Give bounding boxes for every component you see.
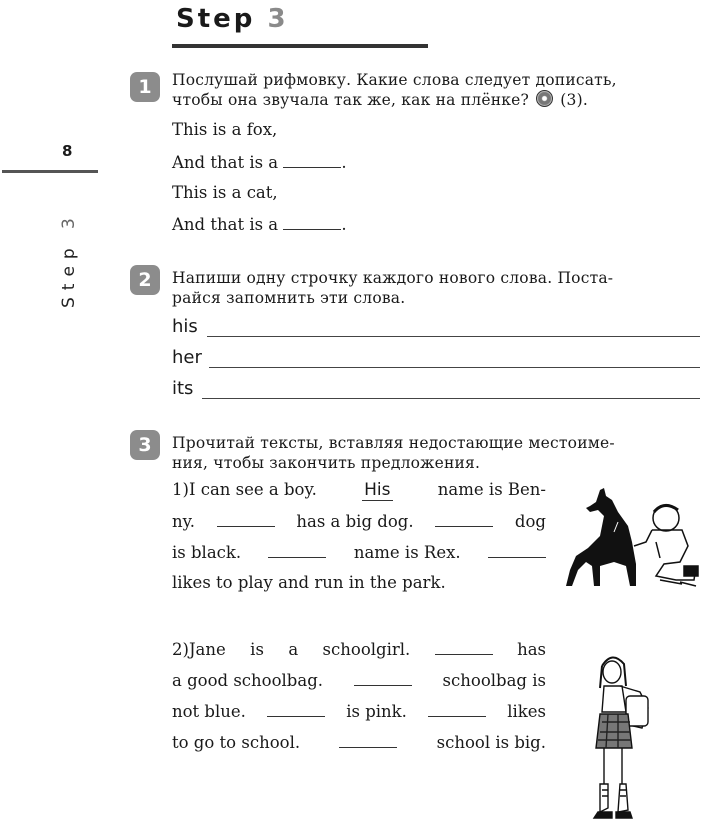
exercise-3-instruction-line1: Прочитай тексты, вставляя недостающие местоиме-: [172, 434, 615, 452]
boy-and-dog-illustration: [556, 486, 706, 596]
exercise-3-badge: 3: [130, 430, 160, 460]
schoolgirl-illustration: [590, 652, 660, 822]
text-2-line-2-a: a good schoolbag.: [172, 671, 324, 690]
answer-blank[interactable]: [428, 701, 486, 717]
text-1-line-4-text: likes to play and run in the park.: [172, 573, 446, 592]
exercise-2-badge: 2: [130, 265, 160, 295]
word-his: his: [172, 316, 198, 337]
sidebar-step-label: [60, 188, 78, 308]
text-2: [172, 639, 546, 763]
text-2-line-3-b: is pink.: [346, 702, 407, 721]
rhyme-line-4-text: And that is a: [172, 215, 279, 234]
rhyme-line-3: This is a cat,: [172, 183, 278, 202]
rhyme-line-1: This is a fox,: [172, 120, 278, 139]
rhyme-line-4: [172, 214, 347, 234]
answer-blank[interactable]: [268, 542, 326, 558]
writing-line-her[interactable]: [209, 367, 700, 368]
rhyme-line-2-text: And that is a: [172, 153, 279, 172]
text-1-line-3: [172, 542, 546, 573]
sidebar-divider: [2, 170, 98, 173]
answer-blank[interactable]: [488, 542, 546, 558]
text-2-line-4-a: to go to school.: [172, 733, 301, 752]
text-2-word-jane: Jane: [188, 640, 226, 659]
audio-disc-icon: [536, 90, 553, 107]
text-2-label: 2): [172, 640, 189, 659]
audio-track: (3).: [560, 91, 588, 109]
dog-illustration: [566, 488, 636, 586]
exercise-2-instruction: [172, 268, 700, 308]
sidebar-step-word: Step: [59, 241, 79, 308]
text-2-word-is: is: [250, 640, 264, 659]
word-its: its: [172, 378, 194, 399]
text-1-line-2-a: ny.: [172, 512, 196, 531]
text-1-label: 1): [172, 480, 189, 499]
text-1-line-2-b: has a big dog.: [296, 512, 414, 531]
text-1-line-4: [172, 573, 546, 604]
text-2-line-2-b: schoolbag is: [442, 671, 546, 690]
answer-blank[interactable]: [283, 152, 341, 168]
boy-illustration: [634, 505, 698, 586]
answer-blank[interactable]: [283, 214, 341, 230]
text-2-word-a: a: [288, 640, 299, 659]
exercise-2-instruction-line2: райся запомнить эти слова.: [172, 289, 406, 307]
exercise-3-instruction-line2: ния, чтобы закончить предложения.: [172, 454, 481, 472]
writing-line-his[interactable]: [207, 336, 700, 337]
answer-blank[interactable]: [339, 732, 397, 748]
text-2-line-3-a: not blue.: [172, 702, 246, 721]
text-1-line-2-c: dog: [514, 512, 546, 531]
exercise-1-badge: 1: [130, 72, 160, 102]
answer-blank[interactable]: [354, 670, 412, 686]
page-title: [176, 4, 289, 34]
step-number: 3: [267, 4, 289, 34]
text-2-line-4-b: school is big.: [436, 733, 546, 752]
step-word: Step: [176, 4, 256, 34]
exercise-2-instruction-line1: Напиши одну строчку каждого нового слова. Поста-: [172, 269, 614, 287]
exercise-1-instruction-line1: Послушай рифмовку. Какие слова следует дописать,: [172, 71, 617, 89]
text-2-word-has: has: [517, 640, 546, 659]
text-2-word-schoolgirl: schoolgirl.: [322, 640, 411, 659]
answer-blank[interactable]: [435, 511, 493, 527]
page-number: 8: [62, 142, 73, 160]
exercise-1-instruction-line2: чтобы она звучала так же, как на плёнке?: [172, 91, 529, 109]
exercise-3-instruction: [172, 433, 700, 473]
writing-line-its[interactable]: [202, 398, 700, 399]
text-2-line-4: [172, 732, 546, 763]
text-2-line-3-c: likes: [507, 702, 546, 721]
text-2-line-2: [172, 670, 546, 701]
text-1-line-3-b: name is Rex.: [353, 543, 461, 562]
period: .: [341, 215, 347, 234]
text-1: [172, 480, 546, 604]
text-2-line-3: [172, 701, 546, 732]
text-2-line-1: [172, 639, 546, 670]
word-her: her: [172, 347, 202, 368]
period: .: [341, 153, 347, 172]
text-1-line-1-a: I can see a boy.: [188, 480, 317, 499]
rhyme-line-2: [172, 152, 347, 172]
answer-blank[interactable]: [267, 701, 325, 717]
text-1-line-1-b: name is Ben-: [437, 480, 546, 499]
exercise-1-instruction: [172, 70, 700, 110]
answer-blank[interactable]: [435, 639, 493, 655]
text-1-line-2: [172, 511, 546, 542]
text-1-line-1: [172, 480, 546, 511]
title-divider: [172, 44, 428, 48]
filled-answer[interactable]: His: [364, 480, 391, 500]
answer-blank[interactable]: [217, 511, 275, 527]
text-1-line-3-a: is black.: [172, 543, 242, 562]
sidebar-step-number: 3: [59, 211, 79, 229]
